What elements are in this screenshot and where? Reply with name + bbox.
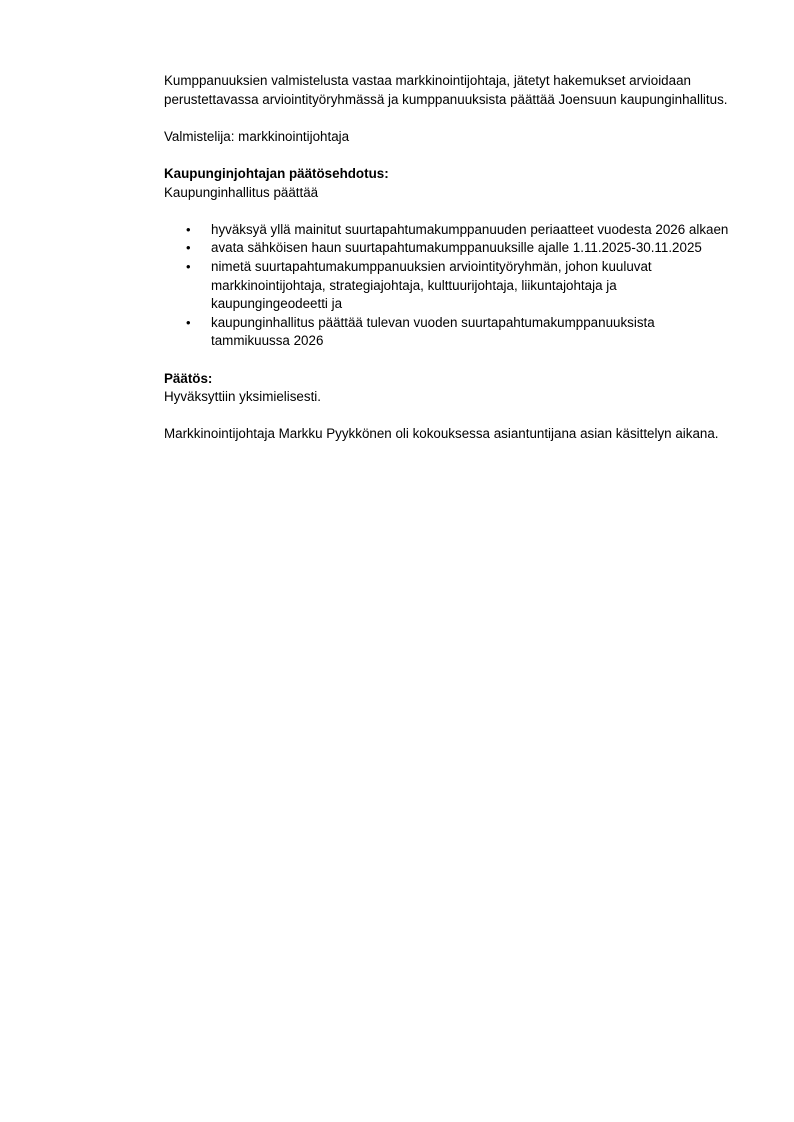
list-item — [164, 258, 736, 314]
proposal-list — [164, 221, 736, 351]
bullet-icon: • — [186, 314, 191, 330]
list-item-text: avata sähköisen haun suurtapahtumakumppanuuksille ajalle 1.11.2025-30.11.2025 — [211, 240, 702, 256]
decision-text: Hyväksyttiin yksimielisesti. — [164, 389, 321, 405]
spacer — [164, 351, 736, 370]
list-item-text: kaupunginhallitus päättää tulevan vuoden suurtapahtumakumppanuuksista tammikuussa 2026 — [211, 314, 655, 349]
bullet-icon: • — [186, 240, 191, 256]
closing-note: Markkinointijohtaja Markku Pyykkönen oli kokouksessa asiantuntijana asian käsittelyn aikana. — [164, 426, 719, 442]
spacer — [164, 146, 736, 165]
proposal-heading: Kaupunginjohtajan päätösehdotus: — [164, 165, 389, 181]
preparer-line: Valmistelija: markkinointijohtaja — [164, 128, 350, 144]
intro-paragraph: Kumppanuuksien valmistelusta vastaa markkinointijohtaja, jätetyt hakemukset arvioidaan perustettavassa arviointityöryhmässä ja kumppanuuksista päättää Joensuun kaupunginhallitus. — [164, 73, 728, 107]
list-item-text: nimetä suurtapahtumakumppanuuksien arviointityöryhmän, johon kuuluvat markkinointijohtaja, strategiajohtaja, kulttuurijohtaja, liikuntajohtaja ja kaupungingeodeetti ja — [211, 258, 652, 312]
proposal-lead: Kaupunginhallitus päättää — [164, 184, 319, 200]
list-item — [164, 221, 736, 240]
document-body — [164, 72, 736, 444]
spacer — [164, 202, 736, 221]
spacer — [164, 109, 736, 128]
list-item — [164, 314, 736, 351]
bullet-icon: • — [186, 221, 191, 237]
decision-heading: Päätös: — [164, 370, 213, 386]
bullet-icon: • — [186, 258, 191, 274]
spacer — [164, 407, 736, 426]
list-item-text: hyväksyä yllä mainitut suurtapahtumakumppanuuden periaatteet vuodesta 2026 alkaen — [211, 221, 729, 237]
list-item — [164, 239, 736, 258]
